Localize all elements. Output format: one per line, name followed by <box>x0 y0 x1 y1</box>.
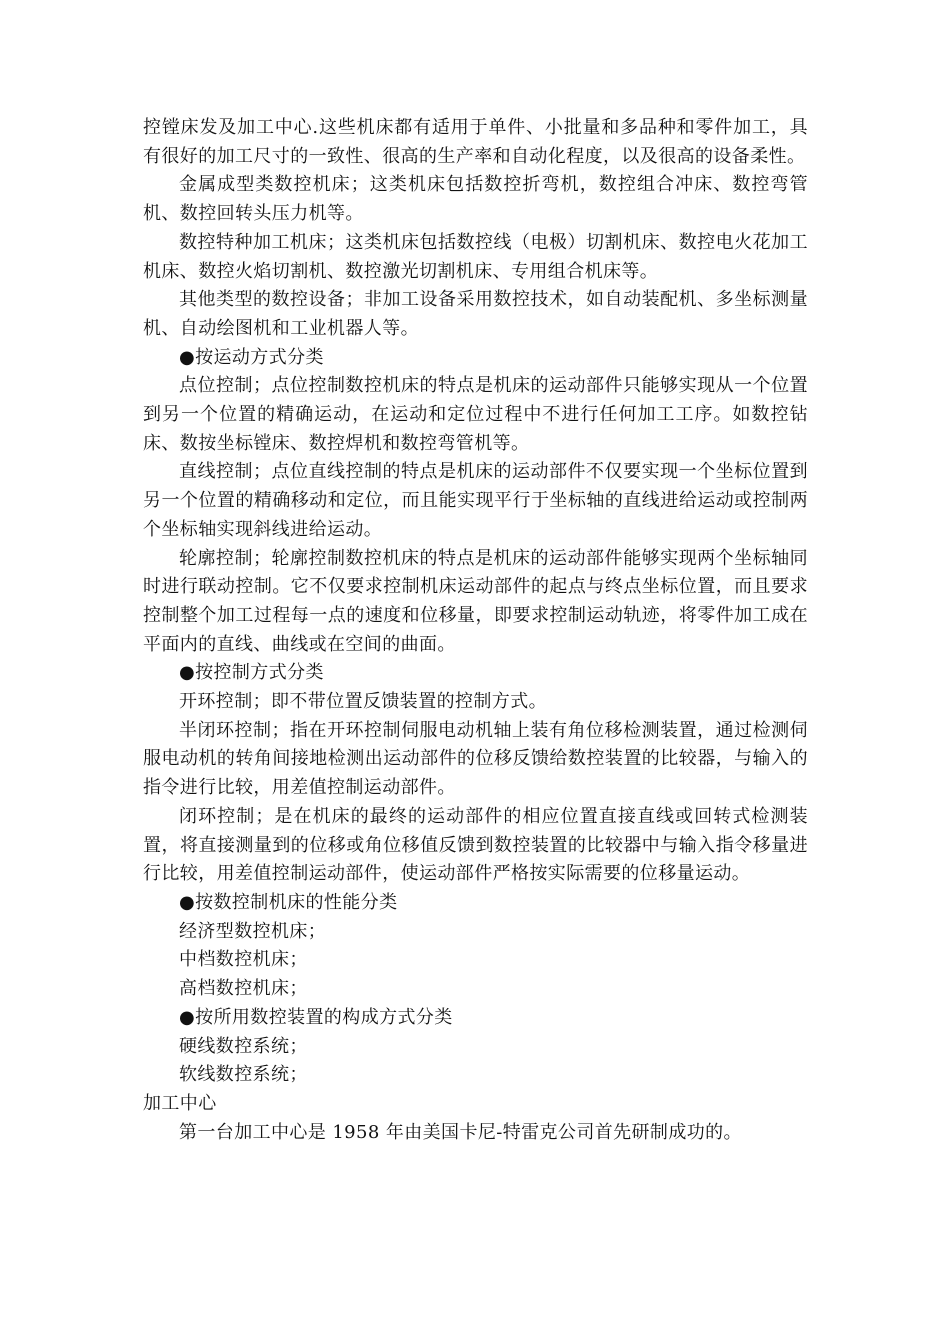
paragraph-open-loop: 开环控制；即不带位置反馈装置的控制方式。 <box>179 691 547 713</box>
list-item-economy: 经济型数控机床； <box>179 920 327 942</box>
list-item-mid-range: 中档数控机床； <box>179 949 308 971</box>
bullet-control-classification: ●按控制方式分类 <box>179 662 324 684</box>
bullet-performance-classification: ●按数控制机床的性能分类 <box>179 891 398 913</box>
paragraph-metal-forming: 金属成型类数控机床；这类机床包括数控折弯机，数控组合冲床、数控弯管机、数控回转头压力机等。 <box>143 174 808 225</box>
paragraph-first-machining-center: 第一台加工中心是 1958 年由美国卡尼-特雷克公司首先研制成功的。 <box>179 1121 742 1143</box>
paragraph-contour-control: 轮廓控制；轮廓控制数控机床的特点是机床的运动部件能够实现两个坐标轴同时进行联动控制。它不仅要求控制机床运动部件的起点与终点坐标位置，而且要求控制整个加工过程每一点的速度和位移量，即要求控制运动轨迹，将零件加工成在平面内的直线、曲线或在空间的曲面。 <box>143 547 808 655</box>
bullet-motion-classification: ●按运动方式分类 <box>179 346 324 368</box>
paragraph-closed-loop: 闭环控制；是在机床的最终的运动部件的相应位置直接直线或回转式检测装置，将直接测量到的位移或角位移值反馈到数控装置的比较器中与输入指令移量进行比较，用差值控制运动部件，使运动部件严格按实际需要的位移量运动。 <box>143 805 808 885</box>
paragraph-point-control: 点位控制；点位控制数控机床的特点是机床的运动部件只能够实现从一个位置到另一个位置的精确运动，在运动和定位过程中不进行任何加工工序。如数控钻床、数按坐标镗床、数控焊机和数控弯管机等。 <box>143 375 808 454</box>
document-body <box>143 114 808 1147</box>
paragraph-semi-closed-loop: 半闭环控制；指在开环控制伺服电动机轴上装有角位移检测装置，通过检测伺服电动机的转角间接地检测出运动部件的位移反馈给数控装置的比较器，与输入的指令进行比较，用差值控制运动部件。 <box>143 719 808 799</box>
paragraph-linear-control: 直线控制；点位直线控制的特点是机床的运动部件不仅要实现一个坐标位置到另一个位置的精确移动和定位，而且能实现平行于坐标轴的直线进给运动或控制两个坐标轴实现斜线进给运动。 <box>143 461 808 540</box>
bullet-device-composition-classification: ●按所用数控装置的构成方式分类 <box>179 1006 453 1028</box>
paragraph-special-machining: 数控特种加工机床；这类机床包括数控线（电极）切割机床、数控电火花加工机床、数控火焰切割机、数控激光切割机床、专用组合机床等。 <box>143 231 808 282</box>
list-item-hardwired: 硬线数控系统； <box>179 1035 308 1057</box>
paragraph-cnc-machining-centers: 控镗床发及加工中心.这些机床都有适用于单件、小批量和多品种和零件加工，具有很好的加工尺寸的一致性、很高的生产率和自动化程度，以及很高的设备柔性。 <box>143 117 808 167</box>
list-item-softwired: 软线数控系统； <box>179 1064 308 1086</box>
paragraph-other-equipment: 其他类型的数控设备；非加工设备采用数控技术，如自动装配机、多坐标测量机、自动绘图机和工业机器人等。 <box>143 289 808 339</box>
section-heading-machining-center: 加工中心 <box>143 1092 217 1114</box>
list-item-high-end: 高档数控机床； <box>179 978 308 1000</box>
